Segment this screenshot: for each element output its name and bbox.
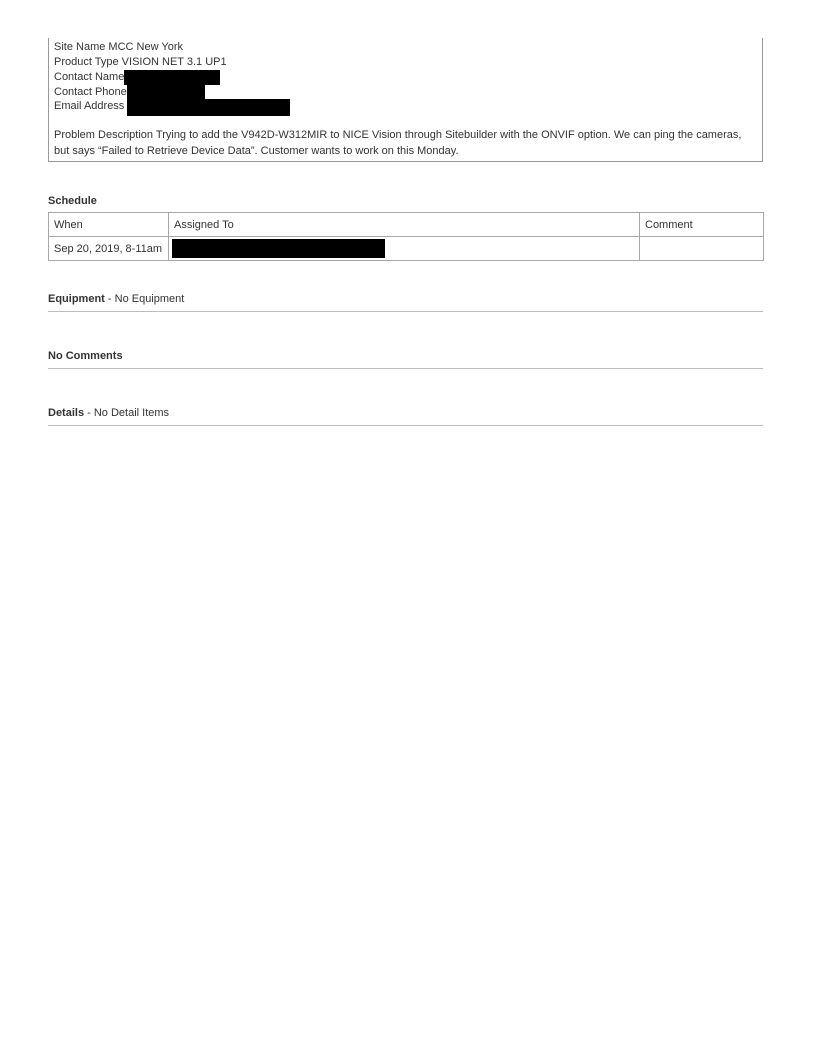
schedule-header-row [49,213,764,237]
details-title: Details [48,407,85,419]
column-header-comment: Comment [640,213,764,237]
schedule-assigned-cell [169,237,640,261]
comments-heading: No Comments [48,350,123,362]
email-redaction [127,99,290,116]
details-divider [48,425,763,426]
contact-name-line [54,70,220,85]
site-name: Site Name MCC New York [54,41,183,53]
equipment-title: Equipment [48,293,105,305]
ticket-info-box [48,38,763,162]
details-heading [48,407,169,419]
details-status: - No Detail Items [84,407,170,419]
product-type: Product Type VISION NET 3.1 UP1 [54,56,227,68]
assigned-to-redaction [172,239,385,258]
problem-description: Problem Description Trying to add the V942D-W312MIR to NICE Vision through Sitebuilder with the ONVIF option. We can ping the cameras, but says “Failed to Retrieve Device Data”. Customer wants to work on this Monday. [54,129,742,157]
schedule-comment-cell [640,237,764,261]
contact-name-label: Contact Name [54,71,125,83]
column-header-when: When [49,213,169,237]
schedule-table [48,212,764,261]
schedule-heading: Schedule [48,195,97,207]
email-line [54,99,290,114]
table-row [49,237,764,261]
contact-name-redaction [124,70,220,85]
contact-phone-line [54,85,205,100]
equipment-heading [48,293,184,305]
column-header-assigned-to: Assigned To [169,213,640,237]
email-label: Email Address [54,100,125,112]
equipment-status: - No Equipment [104,293,185,305]
equipment-divider [48,311,763,312]
contact-phone-redaction [127,85,205,100]
contact-phone-label: Contact Phone [54,86,127,98]
schedule-when-cell: Sep 20, 2019, 8-11am [49,237,169,261]
comments-divider [48,368,763,369]
